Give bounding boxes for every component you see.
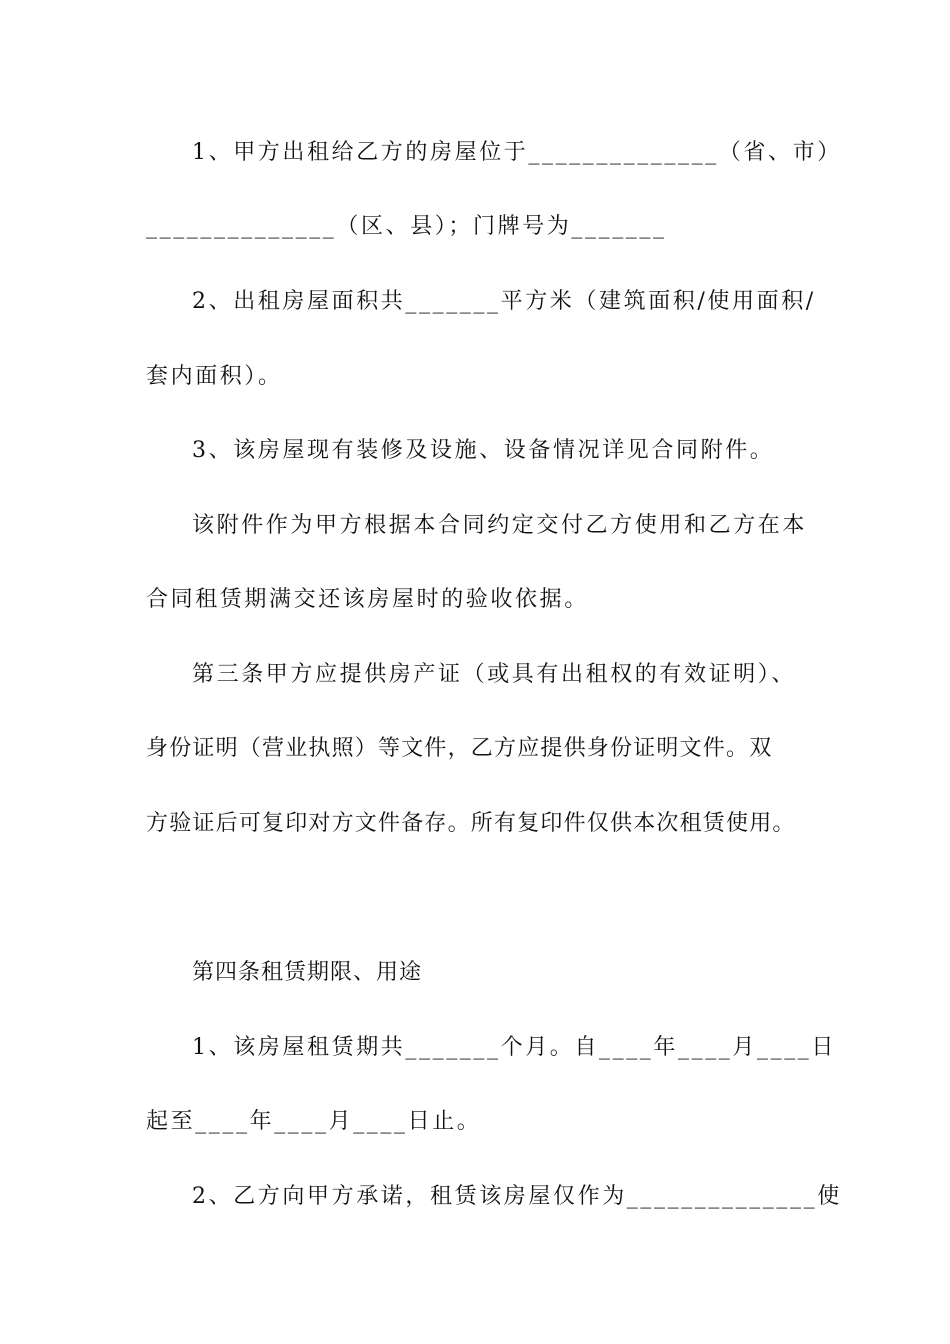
article-4-heading: 第四条租赁期限、用途: [192, 960, 423, 985]
clause-1-location-line-1: 1、甲方出租给乙方的房屋位于______________（省、市）: [192, 140, 842, 165]
article-4-purpose-line: 2、乙方向甲方承诺，租赁该房屋仅作为______________使: [192, 1184, 842, 1209]
article-4-term-line-2: 起至____年____月____日止。: [146, 1109, 482, 1134]
article-4-term-line-1: 1、该房屋租赁期共_______个月。自____年____月____日: [192, 1035, 836, 1060]
article-3-line-3: 方验证后可复印对方文件备存。所有复印件仅供本次租赁使用。: [146, 811, 796, 836]
clause-3-facilities-line: 3、该房屋现有装修及设施、设备情况详见合同附件。: [192, 438, 775, 463]
clause-2-area-line-2: 套内面积）。: [146, 364, 283, 389]
attachment-paragraph-line-1: 该附件作为甲方根据本合同约定交付乙方使用和乙方在本: [192, 513, 808, 538]
article-3-line-1: 第三条甲方应提供房产证（或具有出租权的有效证明）、: [192, 662, 797, 687]
clause-2-area-line-1: 2、出租房屋面积共_______平方米（建筑面积/使用面积/: [192, 289, 816, 314]
attachment-paragraph-line-2: 合同租赁期满交还该房屋时的验收依据。: [146, 587, 589, 612]
clause-1-location-line-2: ______________（区、县）；门牌号为_______: [146, 214, 667, 239]
article-3-line-2: 身份证明（营业执照）等文件，乙方应提供身份证明文件。双: [146, 736, 773, 761]
